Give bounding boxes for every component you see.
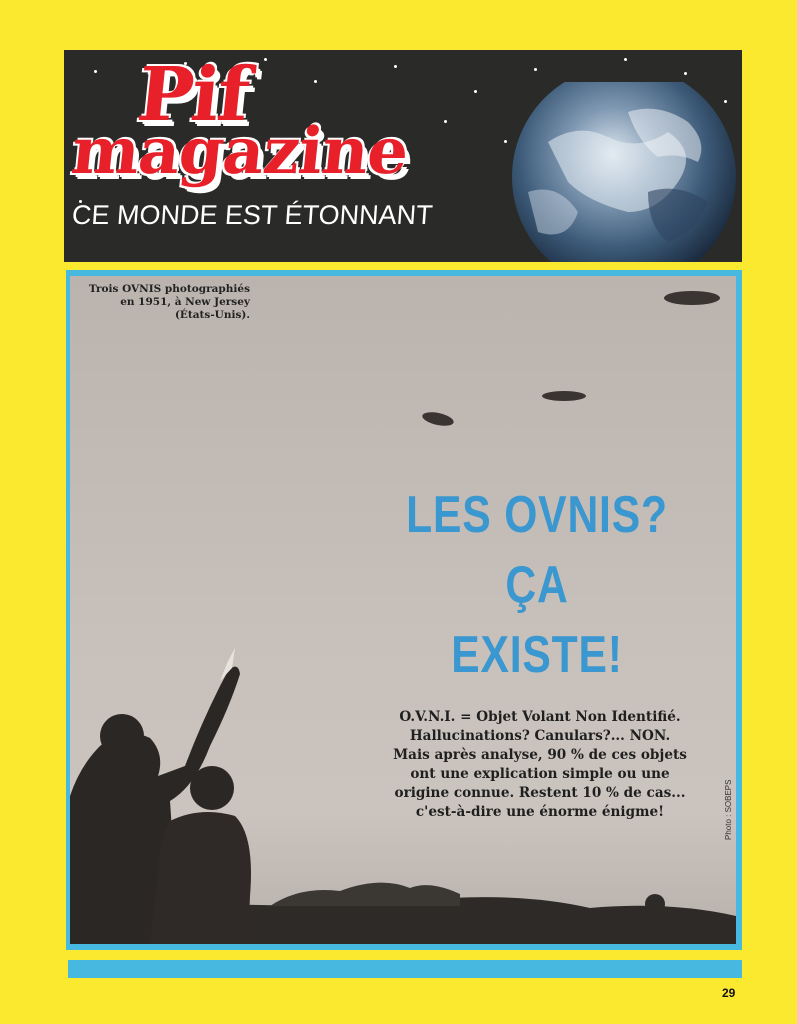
intro-paragraph xyxy=(368,708,712,822)
star-decoration xyxy=(504,140,507,143)
earth-globe-image xyxy=(508,82,740,262)
intro-line: Mais après analyse, 90 % de ces objets xyxy=(393,747,687,763)
intro-line: O.V.N.I. = Objet Volant Non Identifié. xyxy=(399,709,681,725)
headline-line3: EXISTE! xyxy=(451,626,623,684)
logo-pif: Pif xyxy=(133,52,253,138)
ufo-saucer xyxy=(542,391,586,401)
intro-line: ont une explication simple ou une xyxy=(410,766,670,782)
person-watching xyxy=(190,766,234,810)
star-decoration xyxy=(444,120,447,123)
intro-line: Hallucinations? Canulars?... NON. xyxy=(409,728,671,744)
photo-credit: Photo : SOBEPS xyxy=(724,779,733,840)
star-decoration xyxy=(534,68,537,71)
ufo-saucer xyxy=(664,291,720,305)
star-decoration xyxy=(624,58,627,61)
header-tagline: CE MONDE EST ÉTONNANT xyxy=(70,200,434,230)
star-decoration xyxy=(394,65,397,68)
intro-line: origine connue. Restent 10 % de cas... xyxy=(394,785,686,801)
intro-line: c'est-à-dire une énorme énigme! xyxy=(415,804,665,820)
headline-line1: LES OVNIS? xyxy=(406,486,668,544)
star-decoration xyxy=(264,58,267,61)
bottom-accent-bar xyxy=(68,960,742,978)
photo-caption: Trois OVNIS photographiés en 1951, à New Jersey (États-Unis). xyxy=(88,283,250,321)
ufo-saucer xyxy=(421,410,455,428)
headline xyxy=(385,480,688,690)
headline-line2: ÇA xyxy=(505,556,569,614)
star-decoration xyxy=(474,90,477,93)
page-number: 29 xyxy=(722,986,736,1000)
star-decoration xyxy=(94,70,97,73)
star-decoration xyxy=(684,72,687,75)
logo-magazine: magazine xyxy=(68,114,412,189)
star-decoration xyxy=(314,80,317,83)
